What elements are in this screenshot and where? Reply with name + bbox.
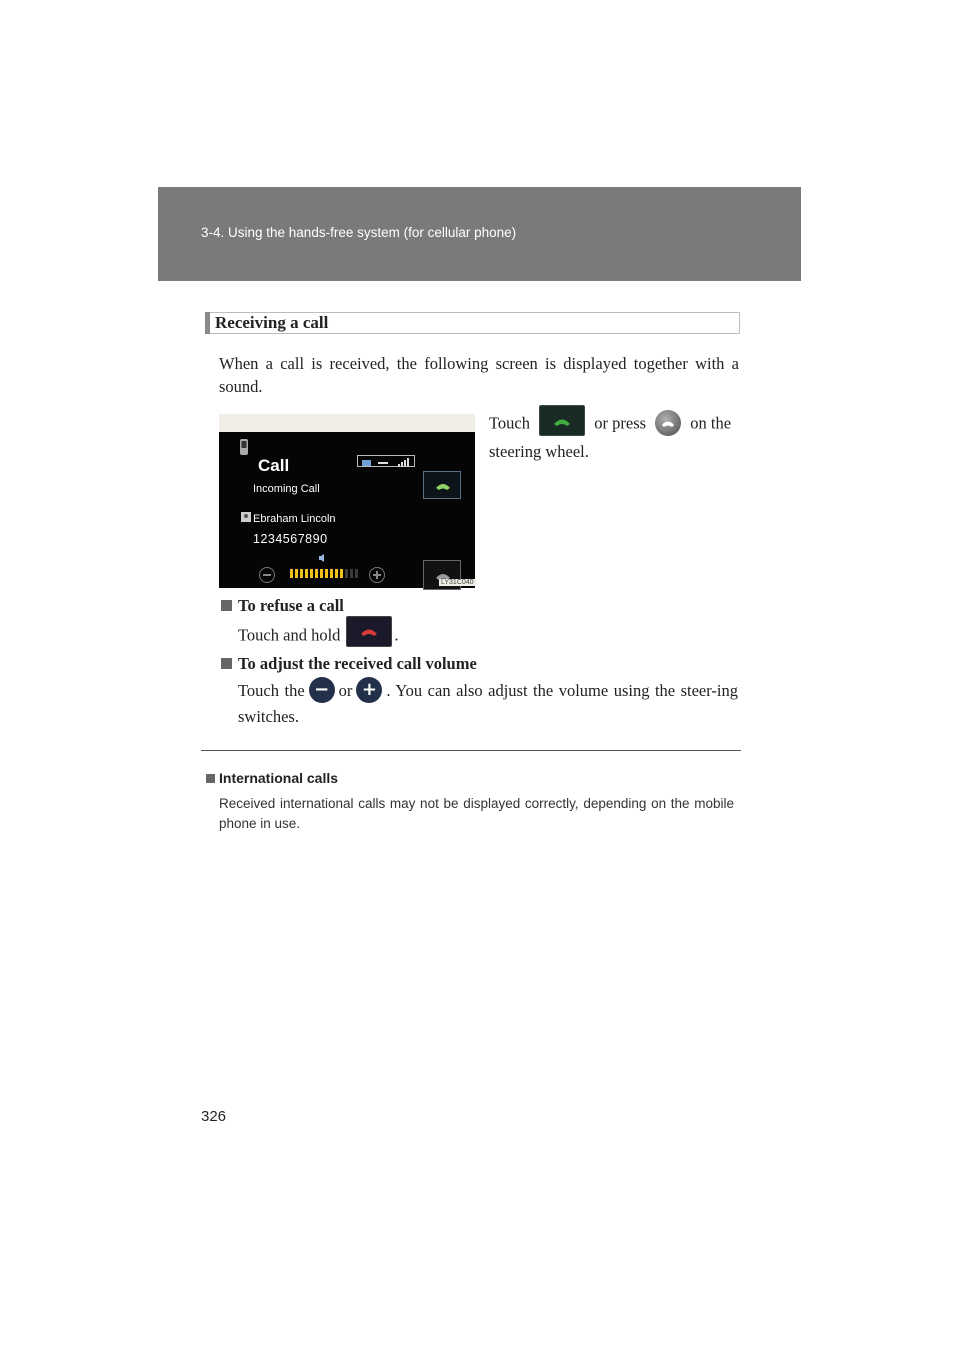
section-title: Receiving a call [215, 313, 329, 332]
volume-segment [325, 569, 328, 578]
volume-segment [345, 569, 348, 578]
contact-icon [241, 512, 251, 522]
volume-segment [350, 569, 353, 578]
volume-instruction [238, 679, 738, 728]
volume-segment [315, 569, 318, 578]
screen-volume-down-button[interactable] [259, 567, 275, 583]
volume-level-bar [290, 569, 358, 578]
note-text: Received international calls may not be displayed correctly, depending on the mobile phone in use. [219, 796, 734, 831]
steering-wheel-phone-switch-icon [655, 410, 681, 436]
volume-segment [290, 569, 293, 578]
signal-status-icon [357, 455, 415, 467]
speaker-icon [318, 553, 326, 563]
page-number: 326 [201, 1108, 227, 1125]
bullet-square-icon [221, 658, 232, 669]
volume-segment [330, 569, 333, 578]
volume-heading [221, 654, 477, 674]
volume-segment [340, 569, 343, 578]
section-accent [205, 312, 210, 334]
volume-segment [335, 569, 338, 578]
screen-accept-button[interactable] [423, 471, 461, 499]
volume-heading-text: To adjust the received call volume [238, 654, 477, 673]
screen-volume-up-button[interactable] [369, 567, 385, 583]
phone-icon [239, 438, 249, 456]
volume-segment [355, 569, 358, 578]
volume-down-icon: − [309, 677, 335, 703]
refuse-before: Touch and hold [238, 625, 341, 645]
touch-middle: or press [594, 413, 647, 433]
refuse-heading-text: To refuse a call [238, 596, 344, 615]
intro-text: When a call is received, the following screen is displayed together with a sound. [219, 354, 739, 396]
touch-instruction [489, 409, 739, 463]
incoming-call-label: Incoming Call [253, 483, 320, 495]
volume-before: Touch the [238, 681, 305, 700]
bullet-square-icon [206, 774, 215, 783]
chapter-header: 3-4. Using the hands-free system (for cellular phone) [201, 225, 517, 240]
refuse-call-heading [221, 596, 344, 616]
screen-title: Call [258, 456, 290, 475]
accept-call-button-icon [539, 405, 585, 436]
touch-after: on the steering wheel. [489, 413, 732, 461]
caller-number: 1234567890 [253, 532, 328, 546]
volume-segment [305, 569, 308, 578]
incoming-call-screen-image [219, 414, 475, 588]
volume-segment [310, 569, 313, 578]
refuse-call-instruction [238, 621, 399, 652]
divider-line [201, 750, 741, 751]
decline-call-button-icon [346, 616, 392, 647]
volume-segment [320, 569, 323, 578]
volume-segment [295, 569, 298, 578]
note-heading-text: International calls [219, 770, 339, 786]
refuse-after: . [394, 625, 399, 645]
screen-display [219, 432, 475, 588]
volume-after: . You can also adjust the volume using the steer-ing switches. [238, 681, 738, 727]
note-heading [206, 770, 338, 786]
volume-middle: or [338, 681, 353, 700]
volume-segment [300, 569, 303, 578]
bullet-square-icon [221, 600, 232, 611]
volume-up-icon: + [356, 677, 382, 703]
image-code: LY31C040 [441, 579, 474, 586]
touch-before: Touch [489, 413, 531, 433]
caller-name: Ebraham Lincoln [253, 513, 336, 525]
